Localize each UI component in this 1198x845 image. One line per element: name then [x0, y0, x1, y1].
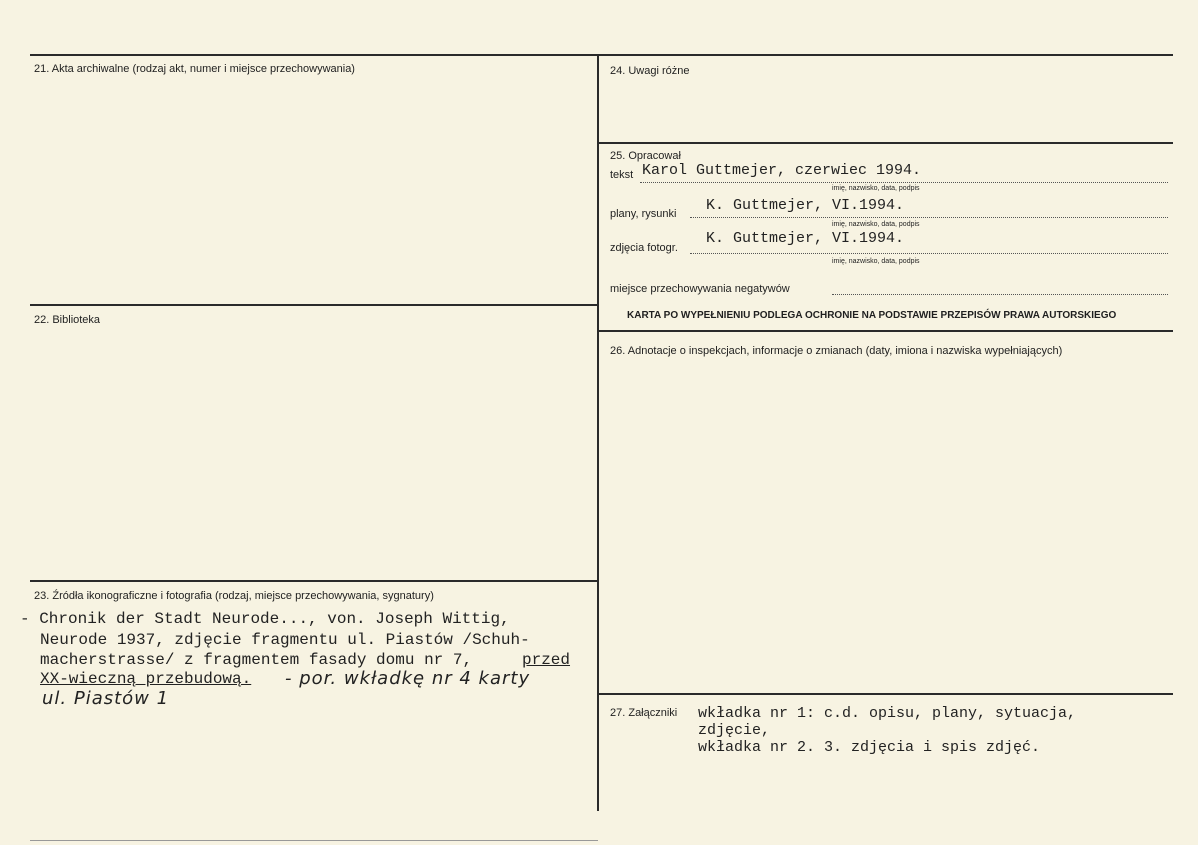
s23-line4-hand: - por. wkładkę nr 4 karty: [285, 668, 531, 689]
s27-line3: wkładka nr 2. 3. zdjęcia i spis zdjęć.: [698, 739, 1041, 756]
s23-line2: Neurode 1937, zdjęcie fragmentu ul. Piastów /Schuh-: [40, 631, 530, 649]
rule-21-22: [30, 304, 598, 306]
rule-25-26: [598, 330, 1173, 332]
rule-24-25: [598, 142, 1173, 144]
tekst-dotted-line: [640, 182, 1168, 183]
plany-value: K. Guttmejer, VI.1994.: [706, 197, 905, 214]
s27-line2: zdjęcie,: [698, 722, 771, 739]
s23-line5-hand: ul. Piastów 1: [42, 688, 170, 709]
zdjecia-caption: imię, nazwisko, data, podpis: [832, 258, 920, 265]
rule-26-27: [598, 693, 1173, 695]
s27-line1: wkładka nr 1: c.d. opisu, plany, sytuacja,: [698, 705, 1077, 722]
zdjecia-value: K. Guttmejer, VI.1994.: [706, 230, 905, 247]
section-25-label: 25. Opracował: [610, 150, 681, 162]
tekst-label: tekst: [610, 169, 634, 181]
s23-line1: - Chronik der Stadt Neurode..., von. Joseph Wittig,: [20, 610, 510, 628]
copyright-notice: KARTA PO WYPEŁNIENIU PODLEGA OCHRONIE NA PODSTAWIE PRZEPISÓW PRAWA AUTORSKIEGO: [627, 310, 1117, 321]
section-27-label: 27. Załączniki: [610, 707, 678, 719]
plany-label: plany, rysunki: [610, 208, 677, 220]
tekst-value: Karol Guttmejer, czerwiec 1994.: [642, 162, 922, 179]
section-24-label: 24. Uwagi różne: [610, 65, 690, 77]
zdjecia-label: zdjęcia fotogr.: [610, 242, 678, 254]
section-22-label: 22. Biblioteka: [34, 314, 101, 326]
section-21-label: 21. Akta archiwalne (rodzaj akt, numer i miejsce przechowywania): [34, 63, 355, 75]
s23-line3b: przed: [522, 651, 571, 669]
section-23-label: 23. Źródła ikonograficzne i fotografia (rodzaj, miejsce przechowywania, sygnatury): [34, 590, 434, 602]
zdjecia-dotted-line: [690, 253, 1168, 254]
top-rule: [30, 54, 1173, 56]
s23-line4: XX-wieczną przebudową.: [40, 670, 252, 688]
bottom-left-rule: [30, 840, 598, 841]
center-divider: [597, 54, 599, 811]
section-26-label: 26. Adnotacje o inspekcjach, informacje o zmianach (daty, imiona i nazwiska wypełniających): [610, 345, 1063, 357]
negatywy-label: miejsce przechowywania negatywów: [610, 283, 790, 295]
negatywy-dotted-line: [832, 294, 1168, 295]
plany-dotted-line: [690, 217, 1168, 218]
plany-caption: imię, nazwisko, data, podpis: [832, 221, 920, 228]
rule-22-23: [30, 580, 598, 582]
s23-line3: macherstrasse/ z fragmentem fasady domu nr 7,: [40, 651, 473, 669]
tekst-caption: imię, nazwisko, data, podpis: [832, 185, 920, 192]
